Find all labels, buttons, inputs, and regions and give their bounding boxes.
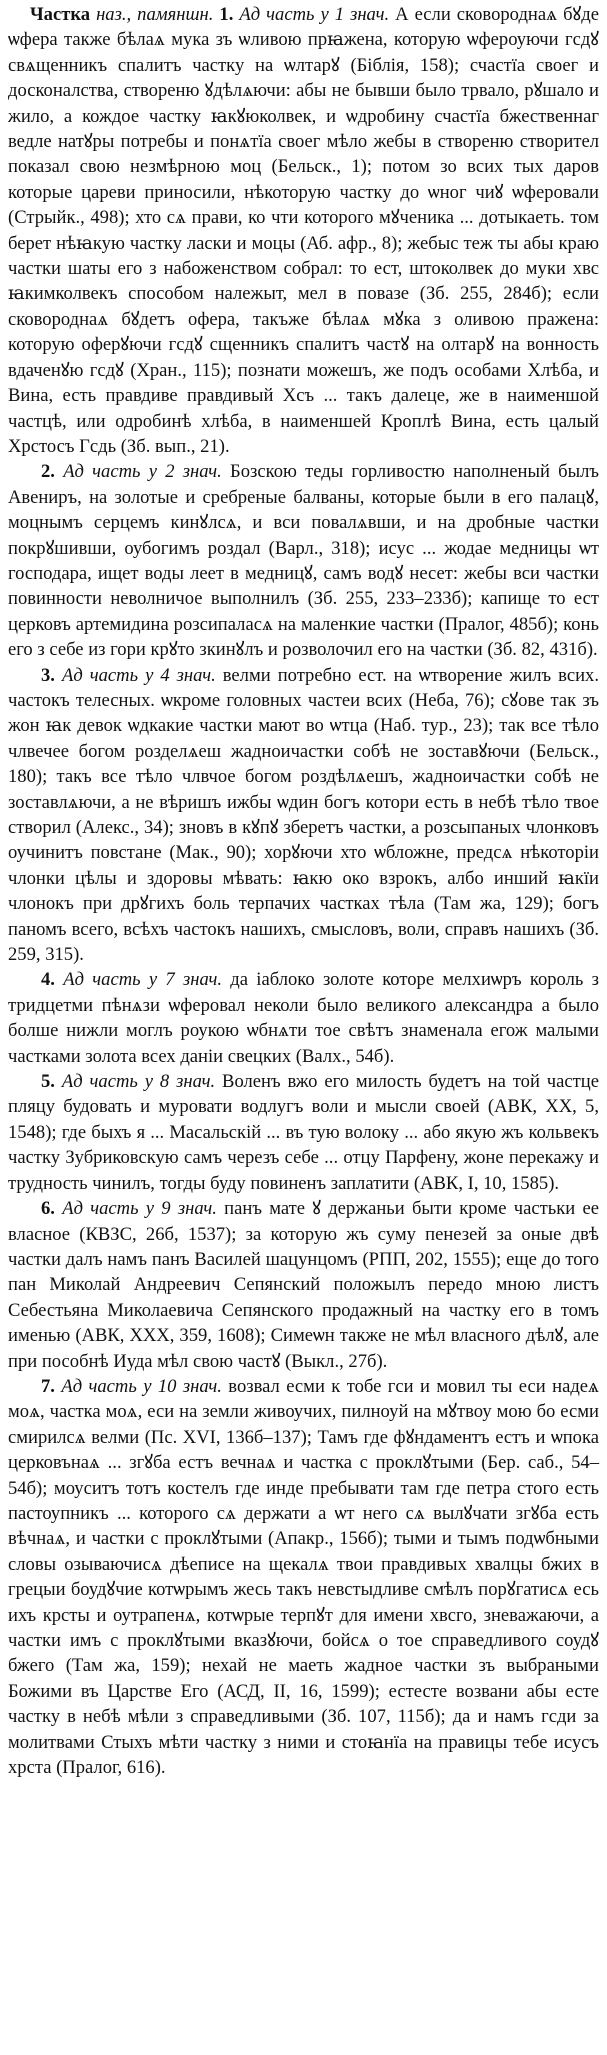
sense-number: 7. — [41, 1375, 55, 1397]
sense-citations: возвал есми к тобе гси и мовил ты еси надеѧ моѧ, частка моѧ, еси на земли живоучих, пилноуй на мꙋтвоу мою бо есми смирилсѧ велми (Пс. XVI, 136б–137); Тамъ где фꙋндаментъ естъ и ѡпока церковънаѧ ... згꙋба естъ вечнаѧ и частка с проклꙋтыми (Бер. саб., 54–54б); моуситъ тотъ костелъ где инде пребывати там где петра стого есть пастоупникъ ... которого сѧ держати а ѡт него сѧ вылꙋчати згꙋба есть вѣчнаѧ, и частки с проклꙋтыми (Апакр., 156б); тыми и тымъ подѡбными словы озываючисѧ дѣеписе на щекалѧ твои правдивых хвалцы бжих в грецыи боудꙋчие котѡрымъ жесь такъ невстыдливе смѣлъ порꙋгатисѧ есь ихъ крсты и оутрапенѧ, котѡрые терпꙋт для имени хвсго, зневажаючи, а частки имъ с проклꙋтыми вказꙋючи, бойсѧ о тое справедливого соудꙋ бжего (Там жа, 159); нехай не маеть жадное частки зъ выбраными Божими въ Царстве Его (АСД, ІІ, 16, 1599); естесте возвани абы есте частку в небѣ мѣли з справедливыми (Зб. 107, 115б); да и намъ гсди за молитвами Стыхъ мѣти частку з ними и стоꙗнїа на правицы тебе исусъ хрста (Пралог, 616). — [8, 1375, 599, 1779]
sense-definition: Ад часть у 8 знач. — [61, 1071, 216, 1093]
sense-definition: Ад часть у 4 знач. — [61, 664, 216, 686]
sense-number: 6. — [41, 1198, 55, 1220]
sense-definition: Ад часть у 7 знач. — [63, 969, 223, 991]
entry-sense-2 — [8, 459, 599, 662]
sense-number: 5. — [41, 1071, 55, 1093]
entry-sense-1 — [8, 2, 599, 459]
sense-definition: Ад часть у 10 знач. — [61, 1375, 222, 1397]
dictionary-entry — [8, 2, 599, 1780]
sense-citations: панъ мате ꙋ держаньи быти кроме частьки ее власное (КВЗС, 26б, 1537); за которую жъ суму пенезей за оные двѣ частки далъ намъ панъ Василей шацунцомъ (РПП, 202, 1555); еще до того пан Миколай Андреевич Сепянский положылъ передо мною листъ Себестьяна Миколаевича Сепянского продажный на частку его в томъ именью (АВК, XXX, 359, 1608); Симеѡн также не мѣл власного дѣлꙋ, але при пособнѣ Иуда мѣл свою частꙋ (Выкл., 27б). — [8, 1198, 600, 1372]
sense-number: 4. — [41, 969, 55, 991]
sense-citations: Воленъ вжо его милость будетъ на той частце пляцу будовать и муровати водлугъ воли и мысли своей (АВК, XX, 5, 1548); где быхъ я ... Масальскій ... въ тую волоку ... або якую жъ кольвекъ частку Зубриковскую самъ черезъ себе ... отцу Парфену, жоне перекажу и трудность чинилъ, тогды буду повиненъ заплатити (АВК, І, 10, 1585). — [8, 1071, 599, 1194]
sense-number: 1. — [219, 4, 234, 25]
sense-definition: Ад часть у 9 знач. — [62, 1198, 217, 1220]
sense-number: 2. — [41, 461, 55, 483]
sense-citations: А если сковороднаѧ бꙋде ѡфера также бѣлаѧ мука зъ ѡливою прꙗжена, которую ѡфероуючи гсдꙋ свѧщенникъ спалитъ частку на ѡлтарꙋ (Біблія, 158); счастїа своег и досконалства, створеню ꙋдѣлѧючи: абы не бывши было трвало, рꙋшало и жило, а кождое частку ꙗкꙋюколвек, и ѡдробину счастїа бжественнаг ведле натꙋры потребы и понѧтїа своег мѣло жебы в створеню створител показал свою незмѣрною моц (Бельск., 1); потом зо всих тых даров которые цареви приносили, нѣкоторую частку до ѡног чиꙋ ѡферовали (Стрыйк., 498); хто сѧ прави, ко чти которого мꙋченика ... дотыкаеть. том берет нѣꙗкую частку ласки и моцы (Аб. афр., 8); жебыс теж ты абы краю частки шаты его з набоженством собрал: то ест, штоколвек до муки хвс ꙗкимколвекъ способом належыт, мел в повазе (Зб. 255, 284б); если сковороднаѧ бꙋдетъ офера, такъже бѣлаѧ мꙋка з оливою пражена: которую оферꙋючи гсдꙋ сщенникъ спалитъ частꙋ на олтарꙋ на вонность вдаченꙋю гсдꙋ (Хран., 115); познати можешъ, же подъ особами Хлѣба, и Вина, есть правдиве правдивый Хсъ ... такъ далеце, же в наименшой частцѣ, или одробинѣ хлѣба, в наименшей Кроплѣ Вина, есть цалый Хрстосъ Гсдь (Зб. вып., 21). — [8, 4, 599, 457]
sense-definition: Ад часть у 1 знач. — [239, 4, 390, 25]
entry-sense-4 — [8, 967, 599, 1069]
entry-sense-5 — [8, 1069, 599, 1196]
sense-number: 3. — [41, 664, 55, 686]
sense-definition: Ад часть у 2 знач. — [63, 461, 222, 483]
grammar-label: наз., памяншн. — [90, 4, 214, 25]
sense-citations: да іаблоко золоте которе мелхиѡръ король з тридцетми пѣнѧзи ѡферовал неколи было великого александра а было болше нижли моглъ роукою ѡбнѧти тое свѣтъ знаменала егож малыми частками золота всех даніи свецких (Валх., 54б). — [8, 969, 599, 1067]
entry-sense-6 — [8, 1196, 599, 1374]
headword: Частка — [30, 4, 91, 25]
entry-sense-7 — [8, 1374, 599, 1781]
entry-sense-3 — [8, 663, 599, 968]
sense-citations: Бозскою теды горливостю наполненый былъ Авениръ, на золотые и сребреные балваны, которые были в его палацꙋ, моцнымъ серцемъ кинꙋлсѧ, и вси повалѧвши, и на дробные частки покрꙋшивши, оубогимъ роздал (Варл., 318); исус ... жодае медницы ѡт господара, ищет воды леет в медницꙋ, самъ водꙋ несет: жебы вси частки повинности неволничое выполнилъ (Зб. 255, 233–233б); капище то ест церковъ артемидина розсипаласѧ на маленкие частки (Пралог, 485б); конь его з себе из гори крꙋто зкинꙋлъ и розволочил его на частки (Зб. 82, 431б). — [8, 461, 599, 661]
sense-citations: велми потребно ест. на ѡтворение жилъ всих. частокъ телесных. ѡкроме головных частеи всих (Неба, 76); сꙋове так зъ жон ꙗк девок ѡдкакие частки мают во ѡтца (Наб. тур., 23); так все тѣло члвечее богом розделѧеш жадноичастки собѣ не зоставꙋючи (Бельск., 180); такъ все тѣло члвчое богом роздѣлѧешъ, жадноичастки собѣ не зоставлѧючи, а не вѣришъ ижбы ѡдин богъ котори есть в небѣ тѣло твое створил (Алекс., 34); зновъ в кꙋпꙋ зберетъ частки, а розсыпаных члонковъ оучинитъ повстане (Мак., 90); хорꙋючи хто ѡбложне, предсѧ нѣкоторіи члонки цѣлы и здоровы мѣвать: ꙗкю око взрокъ, албо инший ꙗкїи члонокъ при дрꙋгихъ боль терпачих частках тѣла (Там жа, 129); богъ паномъ всего, всѣхъ частокъ нашихъ, смысловъ, воли, справъ нашихъ (Зб. 259, 315). — [8, 664, 600, 966]
